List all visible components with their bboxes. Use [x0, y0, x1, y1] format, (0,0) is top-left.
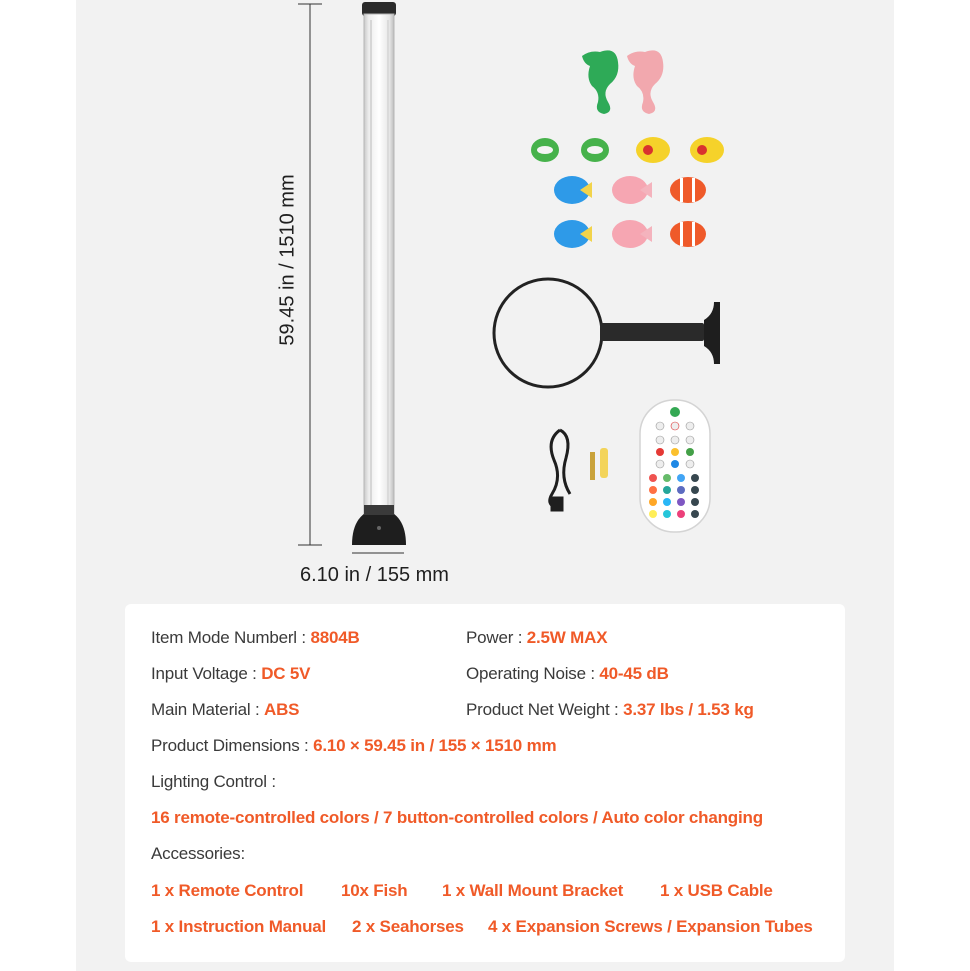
spec-value: ABS — [264, 700, 300, 719]
accessory-item: 1 x USB Cable — [660, 881, 773, 900]
spec-input-voltage — [151, 664, 310, 684]
fish-image — [531, 137, 724, 248]
accessory-item: 1 x Wall Mount Bracket — [442, 881, 624, 900]
usb-cable-image — [550, 430, 570, 510]
accessory-item: 1 x Instruction Manual — [151, 917, 327, 936]
spec-main-material — [151, 700, 299, 720]
spec-dimensions — [151, 736, 556, 756]
spec-label: Item Mode Numberl : — [151, 628, 311, 647]
spec-value: DC 5V — [261, 664, 311, 683]
specifications-card — [125, 604, 845, 962]
wall-mount-bracket-image — [494, 279, 720, 387]
remote-control-image — [640, 400, 710, 532]
spec-value: 40-45 dB — [599, 664, 669, 683]
spec-power — [466, 628, 607, 648]
spec-label: Main Material : — [151, 700, 265, 719]
accessory-item: 4 x Expansion Screws / Expansion Tubes — [488, 917, 813, 936]
spec-value: 2.5W MAX — [526, 628, 608, 647]
spec-item-model — [151, 628, 360, 648]
spec-label: Operating Noise : — [466, 664, 600, 683]
spec-label: Input Voltage : — [151, 664, 262, 683]
bubble-tube-lamp — [352, 2, 406, 545]
spec-label: Product Dimensions : — [151, 736, 314, 755]
spec-lighting-control-label: Lighting Control : — [151, 772, 276, 791]
spec-value: 6.10 × 59.45 in / 155 × 1510 mm — [313, 736, 557, 755]
spec-value: 3.37 lbs / 1.53 kg — [623, 700, 754, 719]
seahorses-image — [582, 50, 663, 114]
accessory-item: 10x Fish — [341, 881, 408, 900]
spec-label: Product Net Weight : — [466, 700, 624, 719]
accessories-label: Accessories: — [151, 844, 245, 863]
accessory-item: 2 x Seahorses — [352, 917, 464, 936]
spec-label: Power : — [466, 628, 527, 647]
spec-operating-noise — [466, 664, 669, 684]
spec-value: 8804B — [310, 628, 360, 647]
width-dimension-label: 6.10 in / 155 mm — [300, 564, 449, 586]
spec-lighting-control-value: 16 remote-controlled colors / 7 button-controlled colors / Auto color changing — [151, 808, 763, 827]
expansion-screws-image — [590, 448, 608, 480]
height-dimension-line — [298, 4, 322, 545]
height-dimension-label: 59.45 in / 1510 mm — [276, 174, 299, 346]
accessory-item: 1 x Remote Control — [151, 881, 304, 900]
spec-net-weight — [466, 700, 754, 720]
